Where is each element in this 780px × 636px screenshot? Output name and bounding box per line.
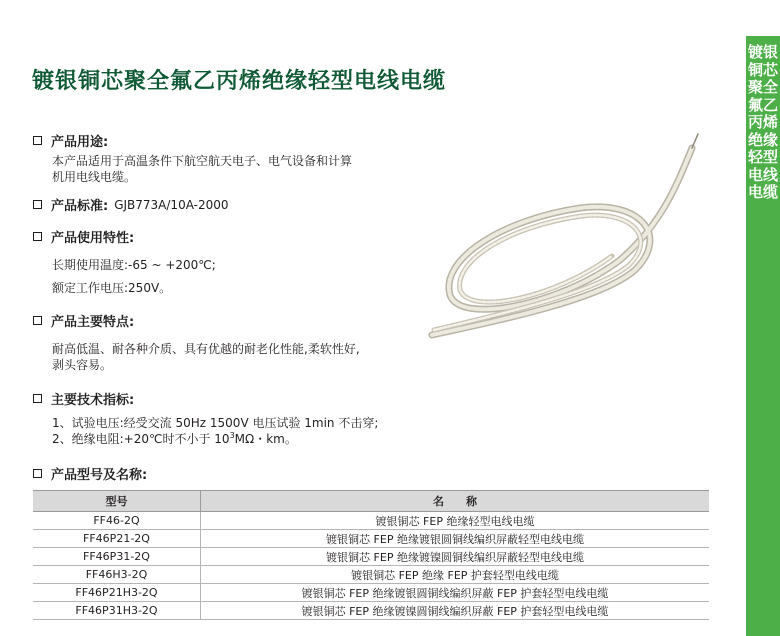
section-standard-heading — [33, 195, 229, 214]
name-cell: 镀银铜芯 FEP 绝缘 FEP 护套轻型电线电缆 — [201, 566, 710, 584]
header-model: 型号 — [33, 491, 201, 512]
section-usage-heading — [33, 131, 108, 150]
side-tab-label: 镀银铜芯聚全氟乙丙烯绝缘轻型电线电缆 — [747, 43, 778, 201]
model-cell: FF46H3-2Q — [33, 566, 201, 584]
checkbox-square-icon — [33, 469, 42, 478]
page-title: 镀银铜芯聚全氟乙丙烯绝缘轻型电线电缆 — [32, 69, 447, 94]
usage-line-1: 本产品适用于高温条件下航空航天电子、电气设备和计算 — [52, 154, 353, 168]
model-cell: FF46P21H3-2Q — [33, 584, 201, 602]
section-technical-title: 主要技术指标: — [51, 393, 135, 408]
section-standard-title: 产品标准: — [51, 199, 109, 214]
side-category-tab — [746, 36, 780, 636]
table-row — [33, 530, 709, 548]
checkbox-square-icon — [33, 200, 42, 209]
coiled-cable-photo — [420, 130, 710, 350]
table-row — [33, 566, 709, 584]
name-cell: 镀银铜芯 FEP 绝缘镀银圆铜线编织屏蔽 FEP 护套轻型电线电缆 — [201, 584, 710, 602]
name-cell: 镀银铜芯 FEP 绝缘轻型电线电缆 — [201, 512, 710, 530]
model-spec-table — [33, 490, 709, 620]
section-characteristics-heading — [33, 227, 134, 246]
model-cell: FF46P31-2Q — [33, 548, 201, 566]
table-row — [33, 548, 709, 566]
model-cell: FF46P21-2Q — [33, 530, 201, 548]
checkbox-square-icon — [33, 316, 42, 325]
header-name: 名 称 — [201, 491, 710, 512]
checkbox-square-icon — [33, 394, 42, 403]
characteristics-line-1: 长期使用温度:-65 ~ +200℃; — [52, 258, 216, 272]
name-cell: 镀银铜芯 FEP 绝缘镀镍圆铜线编织屏蔽轻型电线电缆 — [201, 548, 710, 566]
table-row — [33, 584, 709, 602]
table-row — [33, 512, 709, 530]
section-usage-title: 产品用途: — [51, 135, 109, 150]
characteristics-line-2: 额定工作电压:250V。 — [52, 281, 172, 295]
model-cell: FF46P31H3-2Q — [33, 602, 201, 620]
section-technical-heading — [33, 389, 134, 408]
name-cell: 镀银铜芯 FEP 绝缘镀银圆铜线编织屏蔽轻型电线电缆 — [201, 530, 710, 548]
section-models-title: 产品型号及名称: — [51, 468, 148, 483]
standard-value: GJB773A/10A-2000 — [114, 197, 229, 212]
usage-line-2: 机用电线电缆。 — [52, 170, 137, 184]
section-characteristics-title: 产品使用特性: — [51, 231, 135, 246]
features-line-1: 耐高低温、耐各种介质、具有优越的耐老化性能,柔软性好, — [52, 342, 360, 356]
technical-line-1: 1、试验电压:经受交流 50Hz 1500V 电压试验 1min 不击穿; — [52, 416, 379, 430]
technical-line-2-exponent: 3 — [229, 431, 235, 440]
table-header-row — [33, 491, 709, 512]
table-row — [33, 602, 709, 620]
technical-line-2-suffix: MΩ・km。 — [234, 432, 297, 446]
checkbox-square-icon — [33, 232, 42, 241]
technical-line-2-prefix: 2、绝缘电阻:+20℃时不小于 10 — [52, 432, 230, 446]
technical-line-2 — [52, 431, 297, 447]
features-line-2: 剥头容易。 — [52, 358, 113, 372]
section-models-heading — [33, 464, 147, 483]
section-features-heading — [33, 311, 134, 330]
section-features-title: 产品主要特点: — [51, 315, 135, 330]
name-cell: 镀银铜芯 FEP 绝缘镀镍圆铜线编织屏蔽 FEP 护套轻型电线电缆 — [201, 602, 710, 620]
checkbox-square-icon — [33, 136, 42, 145]
model-cell: FF46-2Q — [33, 512, 201, 530]
